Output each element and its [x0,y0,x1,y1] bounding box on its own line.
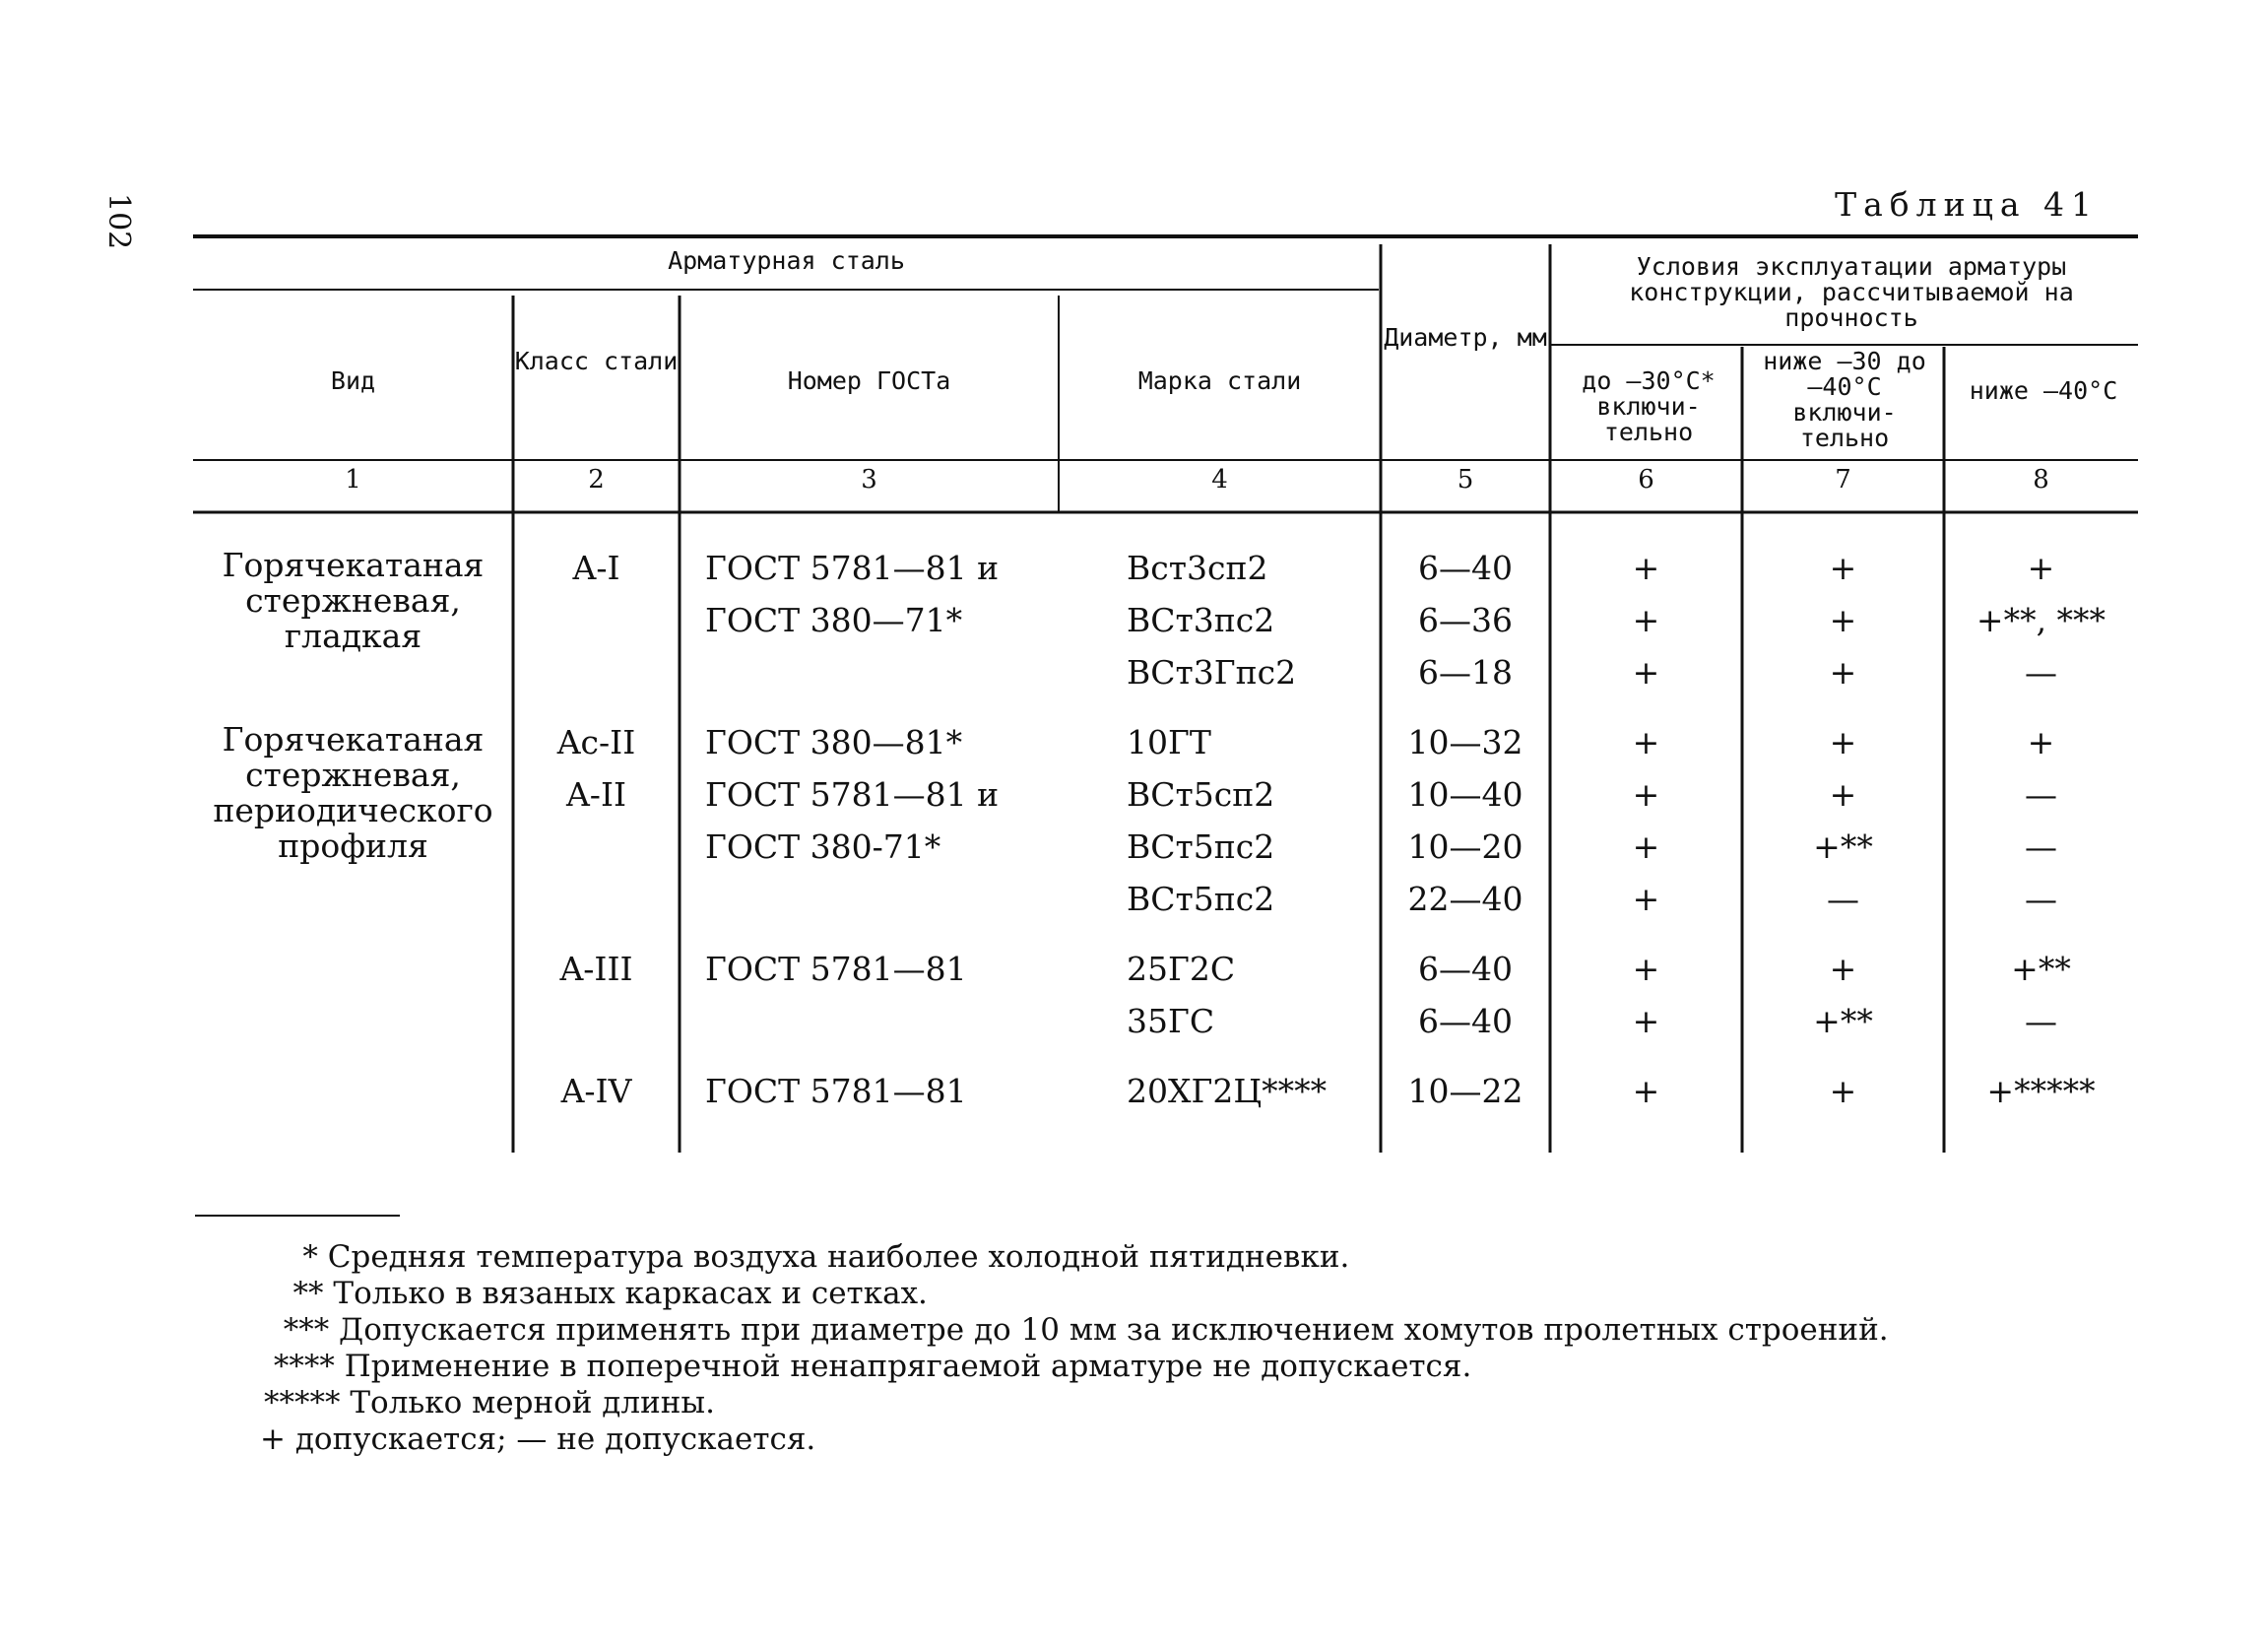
header-temp-2: ниже —30 до —40°С включи- тельно [1763,347,1926,452]
cell-diam: 10—40 [1407,775,1523,814]
cell-diam: 6—18 [1418,653,1513,692]
cell-t1: + [1632,653,1660,692]
column-number-row [193,465,2138,508]
cell-diam: 6—36 [1418,601,1513,639]
footnote-legend: + допускается; — не допускается. [260,1421,816,1457]
cell-t1: + [1632,723,1660,761]
cell-t3: + [2027,723,2055,761]
table-body [193,542,2138,1153]
footnote-4: **** Применение в поперечной ненапрягаемой арматуре не допускается. [264,1349,1472,1384]
cell-t3: — [2025,880,2057,918]
cell-diam: 10—22 [1407,1072,1523,1110]
cell-diam: 6—40 [1418,549,1513,587]
col-num-8: 8 [2033,465,2049,495]
cell-t2: — [1827,880,1859,918]
cell-gost: ГОСТ 5781—81 [705,950,967,988]
header-diameter: Диаметр, мм [1384,323,1547,352]
cell-diam: 10—32 [1407,723,1523,761]
cell-t3: +** [2011,950,2071,988]
row-type-label: Горячекатаная стержневая, гладкая [222,546,485,655]
cell-t2: + [1829,775,1857,814]
col-num-4: 4 [1211,465,1228,495]
cell-grade: 35ГС [1127,1002,1215,1040]
cell-gost: ГОСТ 5781—81 и [705,549,1000,587]
cell-grade: ВСт3пс2 [1127,601,1275,639]
cell-grade: ВСт5сп2 [1127,775,1275,814]
cell-gost: ГОСТ 5781—81 [705,1072,967,1110]
cell-t2: +** [1813,1002,1873,1040]
cell-t3: — [2025,827,2057,866]
col-num-1: 1 [345,465,361,495]
cell-t1: + [1632,880,1660,918]
cell-t1: + [1632,601,1660,639]
header-gost: Номер ГОСТа [787,366,951,395]
cell-gost: ГОСТ 380—81* [705,723,963,761]
cell-class: A-III [559,950,633,988]
cell-t2: + [1829,723,1857,761]
cell-t3: — [2025,775,2057,814]
cell-t1: + [1632,827,1660,866]
header-grade: Марка стали [1137,366,1302,395]
cell-diam: 6—40 [1418,1002,1513,1040]
cell-t3: + [2027,549,2055,587]
cell-t1: + [1632,775,1660,814]
cell-diam: 22—40 [1407,880,1523,918]
cell-grade: ВСт5пс2 [1127,827,1275,866]
header-group-conditions: Условия эксплуатации арматуры конструкции, рассчитываемой на прочность [1629,252,2074,332]
header-group-steel: Арматурная сталь [668,246,905,275]
cell-t3: — [2025,1002,2057,1040]
cell-t2: + [1829,601,1857,639]
col-num-2: 2 [588,465,605,495]
cell-class: Ac-II [556,723,636,761]
cell-t3: +***** [1986,1072,2096,1110]
cell-t1: + [1632,1002,1660,1040]
cell-t1: + [1632,1072,1660,1110]
cell-t2: + [1829,1072,1857,1110]
cell-grade: ВСт3Гпс2 [1127,653,1297,692]
col-num-5: 5 [1457,465,1474,495]
cell-t2: + [1829,549,1857,587]
cell-t3: +**, *** [1976,601,2106,639]
footnote-5: ***** Только мерной длины. [264,1385,715,1421]
cell-t2: + [1829,950,1857,988]
cell-class: A-IV [560,1072,632,1110]
cell-t3: — [2025,653,2057,692]
footnote-2: ** Только в вязаных каркасах и сетках. [264,1276,928,1311]
page-number: 102 [101,193,136,250]
cell-t1: + [1632,549,1660,587]
footnote-rule [195,1215,400,1217]
header-vid: Вид [330,366,376,395]
header-temp-3: ниже —40°С [1969,376,2118,405]
cell-diam: 6—40 [1418,950,1513,988]
cell-t2: + [1829,653,1857,692]
cell-class: A-II [565,775,627,814]
cell-grade: 10ГТ [1127,723,1211,761]
header-temp-1: до —30°С* включи- тельно [1582,366,1716,446]
cell-diam: 10—20 [1407,827,1523,866]
cell-grade: ВСт5пс2 [1127,880,1275,918]
cell-grade: 20ХГ2Ц**** [1127,1072,1328,1110]
col-num-7: 7 [1835,465,1851,495]
cell-gost: ГОСТ 380—71* [705,601,963,639]
header-class: Класс стали [514,347,679,375]
cell-gost: ГОСТ 5781—81 и [705,775,1000,814]
table-title: Таблица 41 [1835,185,2099,224]
cell-t2: +** [1813,827,1873,866]
col-num-3: 3 [861,465,877,495]
cell-gost: ГОСТ 380-71* [705,827,941,866]
cell-grade: Вст3сп2 [1127,549,1268,587]
footnote-3: *** Допускается применять при диаметре до 10 мм за исключением хомутов пролетных строений. [264,1312,1889,1348]
cell-t1: + [1632,950,1660,988]
row-type-label: Горячекатаная стержневая, периодического профиля [213,720,493,865]
cell-grade: 25Г2С [1127,950,1236,988]
footnotes [260,1239,1889,1458]
cell-class: A-I [572,549,620,587]
col-num-6: 6 [1638,465,1654,495]
footnote-1: * Средняя температура воздуха наиболее холодной пятидневки. [264,1239,1350,1275]
